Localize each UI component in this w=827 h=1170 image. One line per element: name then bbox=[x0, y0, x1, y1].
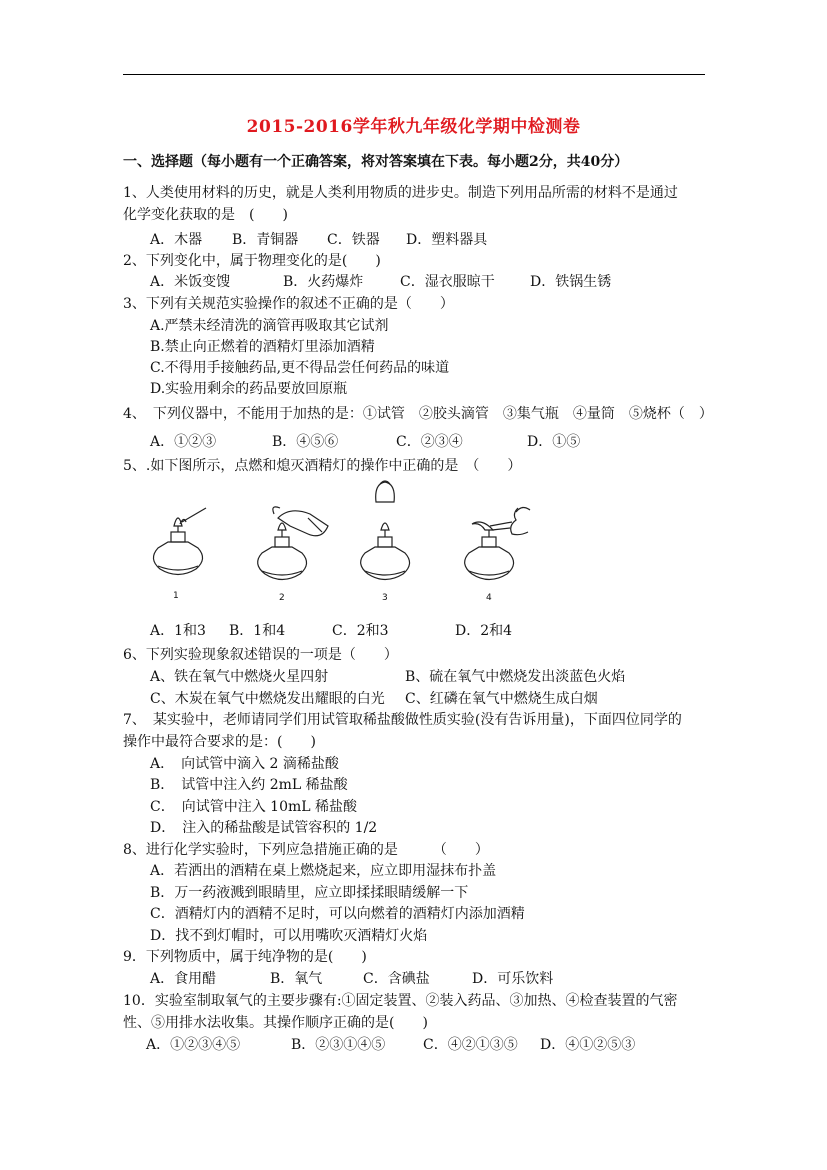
q4-stem: 4、 下列仪器中，不能用于加热的是：①试管 ②胶头滴管 ③集气瓶 ④量筒 ⑤烧杯（ ） bbox=[123, 406, 713, 422]
q10-option-a[interactable]: A．①②③④⑤ bbox=[146, 1037, 241, 1053]
figure-label-1: 1 bbox=[173, 591, 179, 601]
q7-option-d[interactable]: D． 注入的稀盐酸是试管容积的 1/2 bbox=[150, 820, 378, 836]
q1-stem-line1: 1、人类使用材料的历史，就是人类利用物质的进步史。制造下列用品所需的材料不是通过 bbox=[123, 185, 678, 201]
q4-option-a[interactable]: A．①②③ bbox=[150, 434, 217, 450]
q6-option-d[interactable]: C、红磷在氧气中燃烧生成白烟 bbox=[405, 691, 598, 707]
q5-option-b[interactable]: B．1和4 bbox=[229, 623, 286, 639]
q10-stem-line2: 性、⑤用排水法收集。其操作顺序正确的是( ) bbox=[123, 1015, 428, 1031]
q8-option-d[interactable]: D．找不到灯帽时，可以用嘴吹灭酒精灯火焰 bbox=[150, 928, 428, 944]
q7-stem-line2: 操作中最符合要求的是：( ) bbox=[123, 734, 316, 750]
q3-option-a[interactable]: A.严禁未经清洗的滴管再吸取其它试剂 bbox=[150, 318, 389, 334]
figure-label-3: 3 bbox=[382, 593, 388, 603]
figure-label-2: 2 bbox=[279, 593, 285, 603]
q6-stem: 6、下列实验现象叙述错误的一项是（ ） bbox=[123, 647, 398, 663]
q2-option-d[interactable]: D．铁锅生锈 bbox=[530, 274, 612, 290]
q3-option-d[interactable]: D.实验用剩余的药品要放回原瓶 bbox=[150, 381, 348, 397]
q5-option-d[interactable]: D．2和4 bbox=[455, 623, 513, 639]
lamp-3-icon bbox=[361, 481, 410, 580]
q3-option-b[interactable]: B.禁止向正燃着的酒精灯里添加酒精 bbox=[150, 339, 375, 355]
q10-option-b[interactable]: B．②③①④⑤ bbox=[291, 1037, 386, 1053]
q4-option-d[interactable]: D．①⑤ bbox=[527, 434, 581, 450]
page-title: 2015-2016学年秋九年级化学期中检测卷 bbox=[246, 117, 581, 137]
q5-option-a[interactable]: A．1和3 bbox=[150, 623, 206, 639]
q1-option-d[interactable]: D．塑料器具 bbox=[406, 232, 488, 248]
figure-label-4: 4 bbox=[486, 593, 492, 603]
q1-stem-line2: 化学变化获取的是 ( ) bbox=[123, 207, 288, 223]
q8-option-a[interactable]: A．若洒出的酒精在桌上燃烧起来，应立即用湿抹布扑盖 bbox=[150, 863, 497, 879]
q5-stem: 5、.如下图所示，点燃和熄灭酒精灯的操作中正确的是 （ ） bbox=[123, 458, 522, 474]
q3-option-c[interactable]: C.不得用手接触药品,更不得品尝任何药品的味道 bbox=[150, 360, 450, 376]
q9-option-d[interactable]: D．可乐饮料 bbox=[472, 971, 554, 987]
alcohol-lamp-figure bbox=[140, 474, 540, 609]
q3-stem: 3、下列有关规范实验操作的叙述不正确的是（ ） bbox=[123, 296, 454, 312]
q9-option-b[interactable]: B．氧气 bbox=[270, 971, 323, 987]
q1-option-c[interactable]: C．铁器 bbox=[327, 232, 380, 248]
lamp-1-icon bbox=[153, 508, 206, 575]
q10-stem-line1: 10．实验室制取氧气的主要步骤有:①固定装置、②装入药品、③加热、④检查装置的气密 bbox=[123, 993, 678, 1009]
q7-stem-line1: 7、 某实验中，老师请同学们用试管取稀盐酸做性质实验(没有告诉用量)，下面四位同学的 bbox=[123, 712, 682, 728]
q1-options bbox=[150, 229, 750, 251]
q8-option-b[interactable]: B．万一药液溅到眼睛里，应立即揉揉眼睛缓解一下 bbox=[150, 885, 469, 901]
q4-option-b[interactable]: B．④⑤⑥ bbox=[272, 434, 339, 450]
q10-options bbox=[146, 1034, 746, 1056]
q1-option-b[interactable]: B．青铜器 bbox=[232, 232, 299, 248]
q10-option-c[interactable]: C．④②①③⑤ bbox=[423, 1037, 518, 1053]
q9-stem: 9．下列物质中，属于纯净物的是( ) bbox=[123, 949, 367, 965]
q5-options bbox=[150, 620, 750, 642]
q7-option-b[interactable]: B． 试管中注入约 2mL 稀盐酸 bbox=[150, 777, 348, 793]
q6-option-c[interactable]: C、木炭在氧气中燃烧发出耀眼的白光 bbox=[150, 691, 385, 707]
q6-options-row1 bbox=[150, 666, 750, 688]
header-rule bbox=[123, 74, 705, 75]
q7-option-c[interactable]: C． 向试管中注入 10mL 稀盐酸 bbox=[150, 799, 357, 815]
q2-option-a[interactable]: A．米饭变馊 bbox=[150, 274, 231, 290]
q4-options bbox=[150, 431, 750, 453]
q7-option-a[interactable]: A． 向试管中滴入 2 滴稀盐酸 bbox=[150, 756, 339, 772]
q6-options-row2 bbox=[150, 688, 750, 710]
lamp-4-icon bbox=[465, 507, 530, 579]
q4-option-c[interactable]: C．②③④ bbox=[396, 434, 463, 450]
q8-stem: 8、进行化学实验时，下列应急措施正确的是 （ ） bbox=[123, 842, 489, 858]
q9-option-a[interactable]: A．食用醋 bbox=[150, 971, 217, 987]
q8-option-c[interactable]: C．酒精灯内的酒精不足时，可以向燃着的酒精灯内添加酒精 bbox=[150, 906, 525, 922]
q5-option-c[interactable]: C．2和3 bbox=[332, 623, 389, 639]
q2-option-b[interactable]: B．火药爆炸 bbox=[283, 274, 364, 290]
q6-option-b[interactable]: B、硫在氧气中燃烧发出淡蓝色火焰 bbox=[405, 669, 626, 685]
lamp-2-icon bbox=[258, 507, 328, 580]
section-heading: 一、选择题（每小题有一个正确答案，将对答案填在下表。每小题2分，共40分） bbox=[123, 154, 629, 170]
q9-option-c[interactable]: C．含碘盐 bbox=[363, 971, 430, 987]
q2-options bbox=[150, 271, 750, 293]
q2-stem: 2、下列变化中，属于物理变化的是( ) bbox=[123, 253, 381, 269]
q2-option-c[interactable]: C．湿衣服晾干 bbox=[400, 274, 495, 290]
q1-option-a[interactable]: A．木器 bbox=[150, 232, 203, 248]
q10-option-d[interactable]: D．④①②⑤③ bbox=[540, 1037, 636, 1053]
q9-options bbox=[150, 968, 750, 990]
q6-option-a[interactable]: A、铁在氧气中燃烧火星四射 bbox=[150, 669, 329, 685]
